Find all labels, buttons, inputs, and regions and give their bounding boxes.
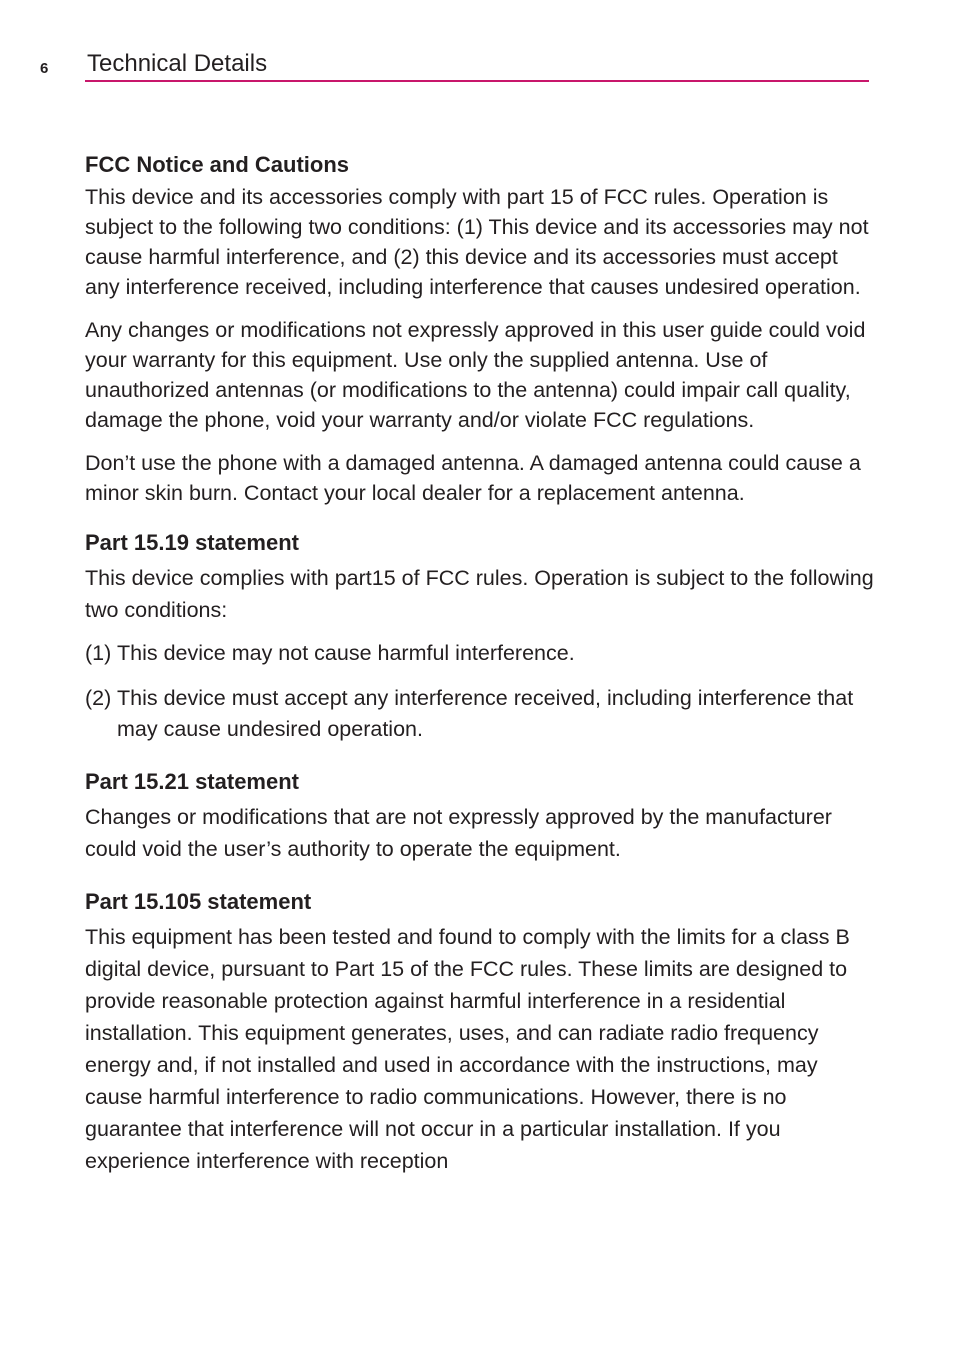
paragraph-fcc-2: Any changes or modifications not expressly approved in this user guide could void your warranty for this equipment. Use only the supplied antenna. Use of unauthorized antennas (or modifications to the antenna) could impair call quality, damage the phone, void your warranty and/or violate FCC regulations. — [85, 318, 866, 432]
heading-part-15-105: Part 15.105 statement — [85, 889, 312, 914]
paragraph-15-21: Changes or modifications that are not expressly approved by the manufacturer could void the user’s authority to operate the equipment. — [85, 805, 832, 861]
paragraph-15-19: This device complies with part15 of FCC rules. Operation is subject to the following two conditions: — [85, 566, 874, 622]
heading-part-15-19: Part 15.19 statement — [85, 530, 299, 555]
heading-fcc-notice: FCC Notice and Cautions — [85, 152, 350, 177]
paragraph-15-105: This equipment has been tested and found to comply with the limits for a class B digital device, pursuant to Part 15 of the FCC rules. These limits are designed to provide reasonable protection against harmful interference in a residential installation. This equipment generates, uses, and can radiate radio frequency energy and, if not installed and used in accordance with the instructions, may cause harmful interference to radio communications. However, there is no guarantee that interference will not occur in a particular installation. If you experience interference with reception — [85, 925, 850, 1173]
list-item-number: (1) — [85, 641, 112, 665]
heading-part-15-21: Part 15.21 statement — [85, 769, 299, 794]
list-item-text: This device must accept any interference received, including interference that may cause undesired operation. — [117, 686, 854, 741]
page-header — [0, 0, 954, 90]
header-divider — [85, 80, 869, 82]
paragraph-fcc-3: Don’t use the phone with a damaged antenna. A damaged antenna could cause a minor skin burn. Contact your local dealer for a replacement antenna. — [85, 451, 861, 505]
document-body — [85, 150, 875, 1177]
list-item — [85, 683, 875, 745]
list-item-number: (2) — [85, 686, 112, 710]
section-title: Technical Details — [87, 50, 268, 77]
paragraph-fcc-1: This device and its accessories comply with part 15 of FCC rules. Operation is subject to the following two conditions: (1) This device and its accessories may not cause harmful interference, and (2) this device and its accessories must accept any interference received, including interference that causes undesired operation. — [85, 185, 869, 299]
list-item-text: This device may not cause harmful interference. — [117, 641, 575, 665]
list-item — [85, 638, 875, 669]
page-number: 6 — [40, 60, 49, 77]
